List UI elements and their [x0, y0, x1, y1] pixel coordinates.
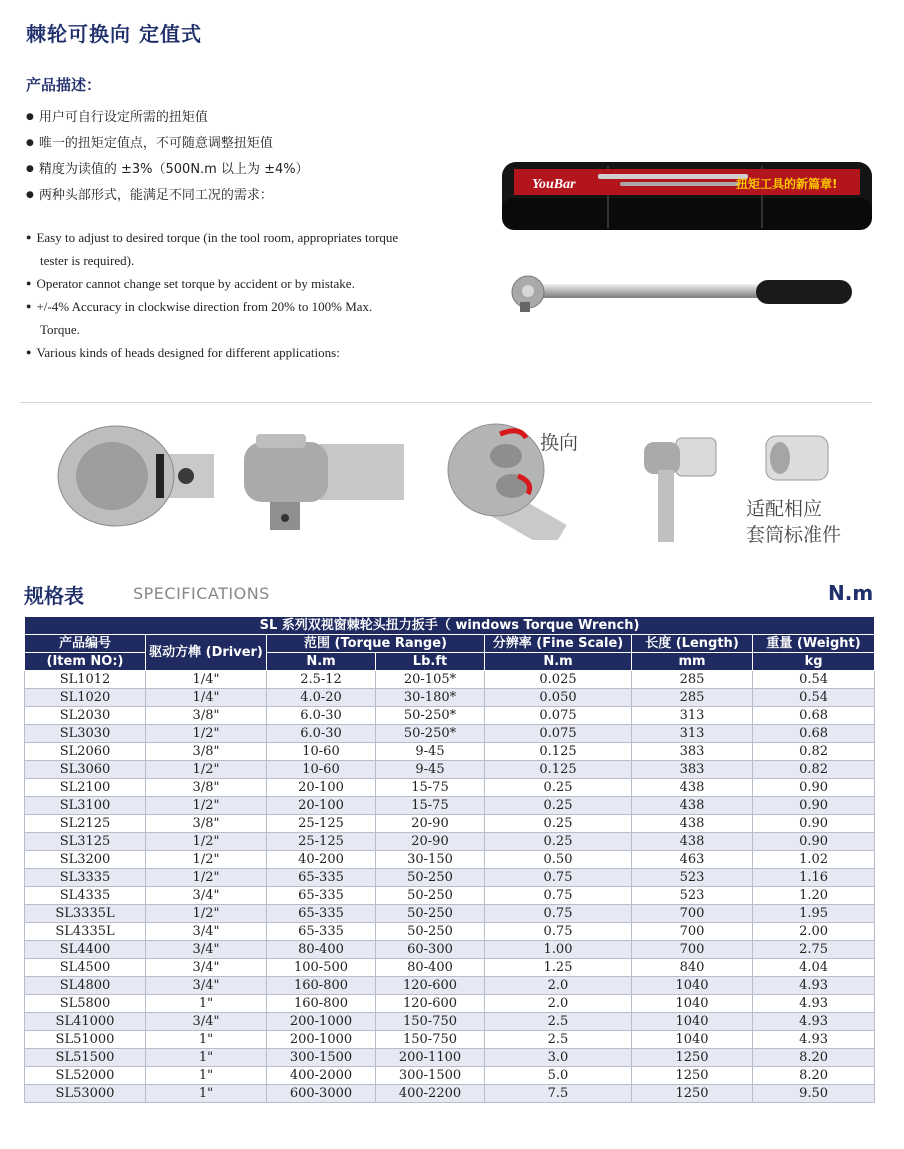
cell-fine-scale: 5.0 — [485, 1067, 632, 1085]
cell-fine-scale: 0.75 — [485, 923, 632, 941]
table-row — [25, 851, 875, 869]
cell-range-lbft: 200-1100 — [376, 1049, 485, 1067]
case-slogan: 扭矩工具的新篇章! — [736, 177, 838, 191]
cell-fine-scale: 0.75 — [485, 905, 632, 923]
list-item — [26, 295, 438, 341]
cell-length: 463 — [632, 851, 753, 869]
cell-range-nm: 80-400 — [267, 941, 376, 959]
cell-weight: 0.82 — [753, 743, 875, 761]
cell-fine-scale: 2.0 — [485, 995, 632, 1013]
cell-weight: 0.68 — [753, 725, 875, 743]
bullet-text: Operator cannot change set torque by accident or by mistake. — [36, 276, 355, 291]
bullet-text: Easy to adjust to desired torque (in the tool room, appropriates torque — [36, 230, 399, 245]
cell-fine-scale: 1.00 — [485, 941, 632, 959]
table-row — [25, 815, 875, 833]
cell-item-no: SL3030 — [25, 725, 146, 743]
spec-table-body — [25, 671, 875, 1103]
cell-weight: 1.95 — [753, 905, 875, 923]
cell-item-no: SL2100 — [25, 779, 146, 797]
table-row — [25, 941, 875, 959]
cell-range-nm: 100-500 — [267, 959, 376, 977]
cell-item-no: SL4335L — [25, 923, 146, 941]
cell-range-nm: 65-335 — [267, 869, 376, 887]
cell-length: 1040 — [632, 1013, 753, 1031]
cell-range-lbft: 150-750 — [376, 1013, 485, 1031]
cell-fine-scale: 0.125 — [485, 743, 632, 761]
cell-range-nm: 200-1000 — [267, 1031, 376, 1049]
cell-weight: 0.90 — [753, 797, 875, 815]
table-row — [25, 977, 875, 995]
cell-range-nm: 160-800 — [267, 995, 376, 1013]
unit-label: N.m — [828, 581, 874, 605]
cell-driver: 1" — [146, 1085, 267, 1103]
cell-driver: 3/4" — [146, 959, 267, 977]
cell-driver: 3/8" — [146, 779, 267, 797]
cell-range-lbft: 30-150 — [376, 851, 485, 869]
spec-title: 规格表 — [24, 584, 84, 608]
cell-item-no: SL4400 — [25, 941, 146, 959]
cell-weight: 1.20 — [753, 887, 875, 905]
table-title: SL 系列双视窗棘轮头扭力扳手（ windows Torque Wrench) — [25, 617, 875, 635]
cell-range-lbft: 9-45 — [376, 761, 485, 779]
table-row — [25, 779, 875, 797]
cell-driver: 3/4" — [146, 941, 267, 959]
table-row — [25, 761, 875, 779]
cell-item-no: SL3125 — [25, 833, 146, 851]
cell-weight: 0.68 — [753, 707, 875, 725]
cell-driver: 1/4" — [146, 689, 267, 707]
cell-length: 1250 — [632, 1085, 753, 1103]
table-row — [25, 797, 875, 815]
cell-driver: 1/4" — [146, 671, 267, 689]
cell-range-lbft: 15-75 — [376, 797, 485, 815]
table-row — [25, 887, 875, 905]
table-row — [25, 1013, 875, 1031]
table-row — [25, 995, 875, 1013]
cell-range-lbft: 120-600 — [376, 977, 485, 995]
cell-range-nm: 6.0-30 — [267, 725, 376, 743]
cell-range-nm: 25-125 — [267, 815, 376, 833]
cell-length: 438 — [632, 797, 753, 815]
cell-length: 700 — [632, 941, 753, 959]
cell-item-no: SL5800 — [25, 995, 146, 1013]
cell-weight: 4.04 — [753, 959, 875, 977]
cell-range-nm: 65-335 — [267, 887, 376, 905]
cell-weight: 4.93 — [753, 977, 875, 995]
cell-length: 700 — [632, 905, 753, 923]
cell-range-nm: 10-60 — [267, 743, 376, 761]
cell-fine-scale: 0.75 — [485, 869, 632, 887]
section-divider — [20, 402, 872, 403]
cell-weight: 0.90 — [753, 815, 875, 833]
header-range-nm: N.m — [267, 653, 376, 671]
cell-fine-scale: 0.25 — [485, 815, 632, 833]
cell-range-nm: 300-1500 — [267, 1049, 376, 1067]
cell-range-lbft: 20-105* — [376, 671, 485, 689]
spec-subtitle: SPECIFICATIONS — [133, 584, 270, 603]
cell-item-no: SL41000 — [25, 1013, 146, 1031]
cell-weight: 9.50 — [753, 1085, 875, 1103]
cell-fine-scale: 2.0 — [485, 977, 632, 995]
cell-range-lbft: 50-250 — [376, 869, 485, 887]
ratchet-head-image — [56, 424, 216, 528]
cell-range-lbft: 400-2200 — [376, 1085, 485, 1103]
header-scale: 分辨率 (Fine Scale) — [485, 635, 632, 653]
cell-range-nm: 20-100 — [267, 797, 376, 815]
cell-length: 285 — [632, 689, 753, 707]
cell-range-lbft: 50-250* — [376, 725, 485, 743]
cell-fine-scale: 0.25 — [485, 833, 632, 851]
cell-driver: 3/8" — [146, 707, 267, 725]
header-item-en: (Item NO:) — [25, 653, 146, 671]
cell-length: 1040 — [632, 1031, 753, 1049]
cell-length: 383 — [632, 743, 753, 761]
cell-fine-scale: 0.075 — [485, 707, 632, 725]
cell-driver: 1" — [146, 1031, 267, 1049]
cell-driver: 1" — [146, 1067, 267, 1085]
cell-range-lbft: 9-45 — [376, 743, 485, 761]
cell-item-no: SL51500 — [25, 1049, 146, 1067]
bullet-text: Various kinds of heads designed for different applications: — [36, 345, 340, 360]
cell-fine-scale: 0.25 — [485, 779, 632, 797]
cell-item-no: SL3200 — [25, 851, 146, 869]
bullet-list-cn — [26, 106, 309, 210]
table-row — [25, 671, 875, 689]
cell-length: 383 — [632, 761, 753, 779]
cell-fine-scale: 0.025 — [485, 671, 632, 689]
cell-item-no: SL53000 — [25, 1085, 146, 1103]
list-item — [26, 184, 309, 210]
cell-range-nm: 400-2000 — [267, 1067, 376, 1085]
cell-fine-scale: 0.075 — [485, 725, 632, 743]
cell-range-nm: 160-800 — [267, 977, 376, 995]
fit-socket-label — [746, 496, 866, 548]
cell-driver: 1/2" — [146, 797, 267, 815]
header-range-lbft: Lb.ft — [376, 653, 485, 671]
swap-direction-label: 换向 — [540, 432, 579, 454]
cell-fine-scale: 1.25 — [485, 959, 632, 977]
list-item — [26, 226, 438, 272]
cell-driver: 1/2" — [146, 869, 267, 887]
page-title: 棘轮可换向 定值式 — [26, 22, 202, 46]
cell-range-lbft: 50-250* — [376, 707, 485, 725]
header-scale-unit: N.m — [485, 653, 632, 671]
cell-driver: 3/4" — [146, 1013, 267, 1031]
cell-driver: 1/2" — [146, 761, 267, 779]
cell-range-lbft: 20-90 — [376, 833, 485, 851]
fit-label-line2: 套筒标准件 — [746, 524, 842, 546]
cell-range-lbft: 50-250 — [376, 923, 485, 941]
cell-weight: 0.54 — [753, 671, 875, 689]
cell-length: 1250 — [632, 1067, 753, 1085]
cell-item-no: SL4500 — [25, 959, 146, 977]
head-with-socket-image — [636, 430, 720, 542]
header-range: 范围 (Torque Range) — [267, 635, 485, 653]
cell-driver: 1" — [146, 995, 267, 1013]
cell-range-lbft: 20-90 — [376, 815, 485, 833]
bullet-text: 精度为读值的 ±3%（500N.m 以上为 ±4%） — [38, 162, 309, 177]
header-length: 长度 (Length) — [632, 635, 753, 653]
cell-range-lbft: 50-250 — [376, 887, 485, 905]
cell-item-no: SL1012 — [25, 671, 146, 689]
cell-driver: 1" — [146, 1049, 267, 1067]
case-brand: YouBar — [532, 177, 576, 192]
cell-range-nm: 10-60 — [267, 761, 376, 779]
cell-weight: 0.90 — [753, 779, 875, 797]
cell-range-lbft: 15-75 — [376, 779, 485, 797]
cell-weight: 4.93 — [753, 1031, 875, 1049]
header-weight: 重量 (Weight) — [753, 635, 875, 653]
cell-length: 523 — [632, 887, 753, 905]
header-length-unit: mm — [632, 653, 753, 671]
cell-length: 523 — [632, 869, 753, 887]
cell-range-nm: 40-200 — [267, 851, 376, 869]
header-driver: 驱动方榫 (Driver) — [146, 635, 267, 671]
cell-item-no: SL2060 — [25, 743, 146, 761]
cell-length: 1250 — [632, 1049, 753, 1067]
cell-fine-scale: 2.5 — [485, 1031, 632, 1049]
bullet-text: +/-4% Accuracy in clockwise direction from 20% to 100% Max. — [36, 299, 373, 314]
table-row — [25, 743, 875, 761]
cell-weight: 8.20 — [753, 1067, 875, 1085]
socket-image — [762, 432, 832, 484]
cell-driver: 3/8" — [146, 743, 267, 761]
cell-length: 438 — [632, 833, 753, 851]
cell-range-nm: 6.0-30 — [267, 707, 376, 725]
cell-range-lbft: 120-600 — [376, 995, 485, 1013]
cell-driver: 3/4" — [146, 977, 267, 995]
cell-weight: 0.82 — [753, 761, 875, 779]
cell-fine-scale: 0.050 — [485, 689, 632, 707]
table-row — [25, 905, 875, 923]
cell-weight: 4.93 — [753, 995, 875, 1013]
table-row — [25, 959, 875, 977]
cell-range-nm: 20-100 — [267, 779, 376, 797]
table-row — [25, 1067, 875, 1085]
list-item — [26, 106, 309, 132]
cell-length: 438 — [632, 779, 753, 797]
cell-fine-scale: 0.25 — [485, 797, 632, 815]
cell-range-nm: 2.5-12 — [267, 671, 376, 689]
bullet-text: 用户可自行设定所需的扭矩值 — [38, 110, 208, 125]
cell-item-no: SL4335 — [25, 887, 146, 905]
cell-weight: 2.75 — [753, 941, 875, 959]
cell-range-lbft: 30-180* — [376, 689, 485, 707]
cell-fine-scale: 7.5 — [485, 1085, 632, 1103]
cell-weight: 1.16 — [753, 869, 875, 887]
fit-label-line1: 适配相应 — [746, 498, 823, 520]
cell-item-no: SL3100 — [25, 797, 146, 815]
table-row — [25, 725, 875, 743]
table-row — [25, 1049, 875, 1067]
table-row — [25, 1085, 875, 1103]
cell-weight: 2.00 — [753, 923, 875, 941]
cell-driver: 1/2" — [146, 833, 267, 851]
cell-item-no: SL52000 — [25, 1067, 146, 1085]
cell-range-nm: 65-335 — [267, 905, 376, 923]
table-row — [25, 707, 875, 725]
bullet-continuation: Torque. — [40, 322, 80, 337]
cell-item-no: SL2030 — [25, 707, 146, 725]
cell-weight: 1.02 — [753, 851, 875, 869]
table-row — [25, 689, 875, 707]
cell-length: 1040 — [632, 995, 753, 1013]
list-item — [26, 158, 309, 184]
cell-range-lbft: 150-750 — [376, 1031, 485, 1049]
header-item-cn: 产品编号 — [25, 635, 146, 653]
bullet-text: 唯一的扭矩定值点，不可随意调整扭矩值 — [38, 136, 273, 151]
cell-item-no: SL51000 — [25, 1031, 146, 1049]
ratchet-head-side-image — [240, 434, 406, 536]
cell-item-no: SL3060 — [25, 761, 146, 779]
cell-range-nm: 600-3000 — [267, 1085, 376, 1103]
cell-item-no: SL3335 — [25, 869, 146, 887]
cell-fine-scale: 3.0 — [485, 1049, 632, 1067]
cell-range-lbft: 60-300 — [376, 941, 485, 959]
bullet-text: 两种头部形式，能满足不同工况的需求： — [38, 188, 273, 203]
table-row — [25, 923, 875, 941]
cell-range-nm: 4.0-20 — [267, 689, 376, 707]
description-heading: 产品描述： — [26, 76, 102, 94]
cell-weight: 0.54 — [753, 689, 875, 707]
cell-length: 840 — [632, 959, 753, 977]
cell-fine-scale: 2.5 — [485, 1013, 632, 1031]
cell-fine-scale: 0.50 — [485, 851, 632, 869]
cell-fine-scale: 0.75 — [485, 887, 632, 905]
cell-driver: 3/8" — [146, 815, 267, 833]
cell-driver: 1/2" — [146, 905, 267, 923]
cell-range-lbft: 300-1500 — [376, 1067, 485, 1085]
cell-length: 700 — [632, 923, 753, 941]
torque-wrench-image — [506, 272, 854, 316]
cell-weight: 8.20 — [753, 1049, 875, 1067]
cell-length: 313 — [632, 725, 753, 743]
cell-length: 438 — [632, 815, 753, 833]
cell-item-no: SL4800 — [25, 977, 146, 995]
table-row — [25, 833, 875, 851]
header-weight-unit: kg — [753, 653, 875, 671]
bullet-list-en — [26, 226, 438, 364]
cell-driver: 3/4" — [146, 923, 267, 941]
cell-fine-scale: 0.125 — [485, 761, 632, 779]
cell-range-nm: 65-335 — [267, 923, 376, 941]
list-item — [26, 341, 438, 364]
cell-length: 1040 — [632, 977, 753, 995]
cell-length: 313 — [632, 707, 753, 725]
cell-driver: 1/2" — [146, 725, 267, 743]
cell-item-no: SL1020 — [25, 689, 146, 707]
cell-range-nm: 200-1000 — [267, 1013, 376, 1031]
cell-range-nm: 25-125 — [267, 833, 376, 851]
cell-range-lbft: 80-400 — [376, 959, 485, 977]
cell-item-no: SL2125 — [25, 815, 146, 833]
list-item — [26, 272, 438, 295]
cell-weight: 0.90 — [753, 833, 875, 851]
bullet-continuation: tester is required). — [40, 253, 135, 268]
cell-driver: 1/2" — [146, 851, 267, 869]
spec-table — [24, 616, 875, 1103]
list-item — [26, 132, 309, 158]
cell-range-lbft: 50-250 — [376, 905, 485, 923]
table-row — [25, 869, 875, 887]
cell-length: 285 — [632, 671, 753, 689]
cell-driver: 3/4" — [146, 887, 267, 905]
cell-item-no: SL3335L — [25, 905, 146, 923]
table-row — [25, 1031, 875, 1049]
wrench-case-image — [500, 160, 874, 232]
cell-weight: 4.93 — [753, 1013, 875, 1031]
